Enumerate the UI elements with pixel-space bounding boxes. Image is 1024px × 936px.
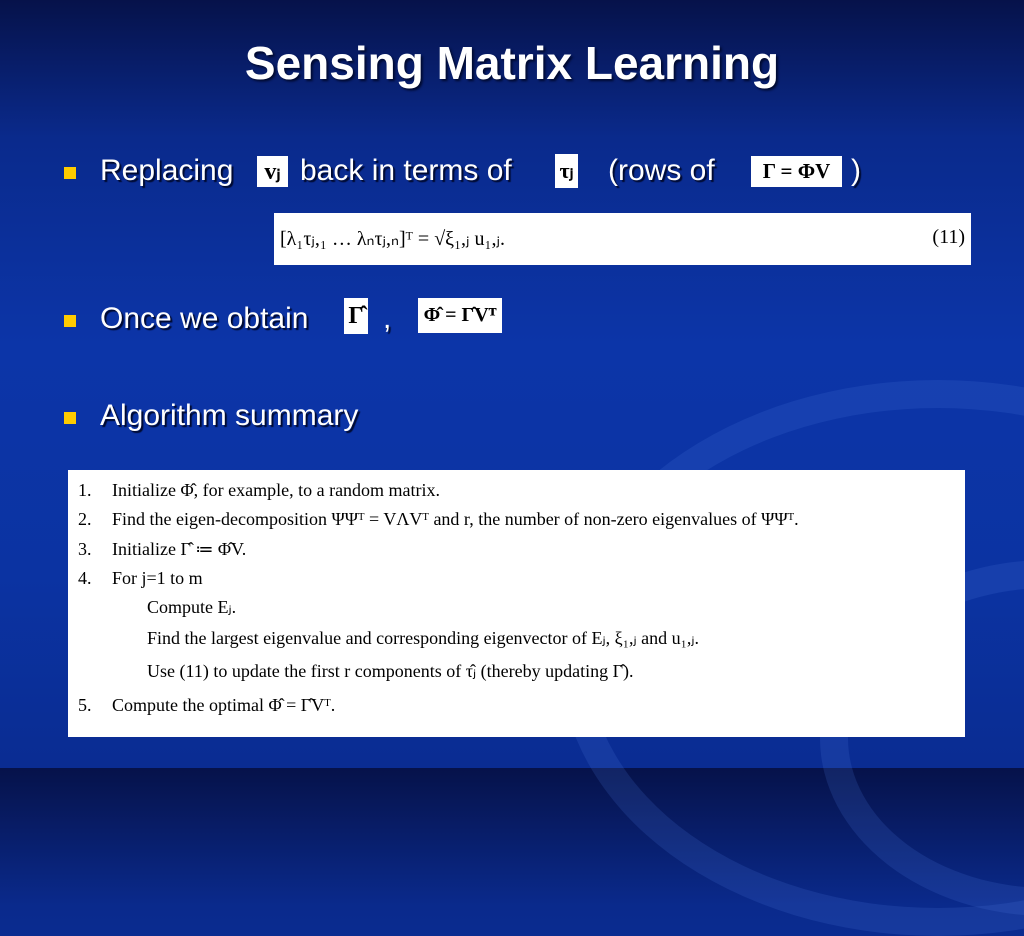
math-phi-hat-eq: Φ̂ = Γ̂Vᵀ <box>418 298 502 333</box>
equation-number: (11) <box>932 226 965 248</box>
algo-step-4: For j=1 to m <box>112 568 203 588</box>
algo-substep-find: Find the largest eigenvalue and corresponding eigenvector of Eⱼ, ξ₁,ⱼ and u₁,ⱼ. <box>147 628 700 648</box>
bullet-1-text-a: Replacing <box>100 154 234 187</box>
bullet-1-text-b: back in terms of <box>300 154 512 187</box>
bullet-2-text-a: Once we obtain <box>100 302 309 335</box>
slide-title: Sensing Matrix Learning <box>244 37 780 89</box>
bullet-3-text: Algorithm summary <box>100 399 359 432</box>
algo-step-number: 2. <box>78 509 92 529</box>
algo-step-2: Find the eigen-decomposition ΨΨᵀ = VΛVᵀ and r, the number of non-zero eigenvalues of ΨΨᵀ. <box>112 509 799 529</box>
algo-step-5: Compute the optimal Φ̂ = Γ̂Vᵀ. <box>112 695 336 715</box>
bullet-marker <box>64 315 76 327</box>
math-gamma-phi-v: Γ = ΦV <box>751 156 842 187</box>
equation-body: [λ₁τⱼ,₁ … λₙτⱼ,ₙ]ᵀ = √ξ₁,ⱼ u₁,ⱼ. <box>280 228 506 250</box>
algo-step-number: 4. <box>78 568 92 588</box>
algo-substep-update: Use (11) to update the first r components of τ̂ⱼ (thereby updating Γ̂). <box>147 661 634 681</box>
algo-step-number: 3. <box>78 539 92 559</box>
bullet-1-text-d: ) <box>851 154 861 187</box>
algo-step-1: Initialize Φ̂, for example, to a random matrix. <box>112 480 441 500</box>
bullet-marker <box>64 167 76 179</box>
math-v-j: vⱼ <box>257 156 288 187</box>
algo-step-number: 5. <box>78 695 92 715</box>
bullet-1-text-c: (rows of <box>608 154 715 187</box>
algo-step-number: 1. <box>78 480 92 500</box>
math-tau-j: τⱼ <box>555 154 578 188</box>
bullet-marker <box>64 412 76 424</box>
math-gamma-hat: Γ̂ <box>344 298 368 334</box>
algo-substep-compute: Compute Eⱼ. <box>147 597 237 617</box>
bullet-2-text-b: , <box>383 302 392 335</box>
algorithm-summary-box <box>68 470 965 737</box>
equation-11 <box>274 213 971 265</box>
algo-step-3: Initialize Γ̂ ≔ Φ̂V. <box>112 539 247 559</box>
